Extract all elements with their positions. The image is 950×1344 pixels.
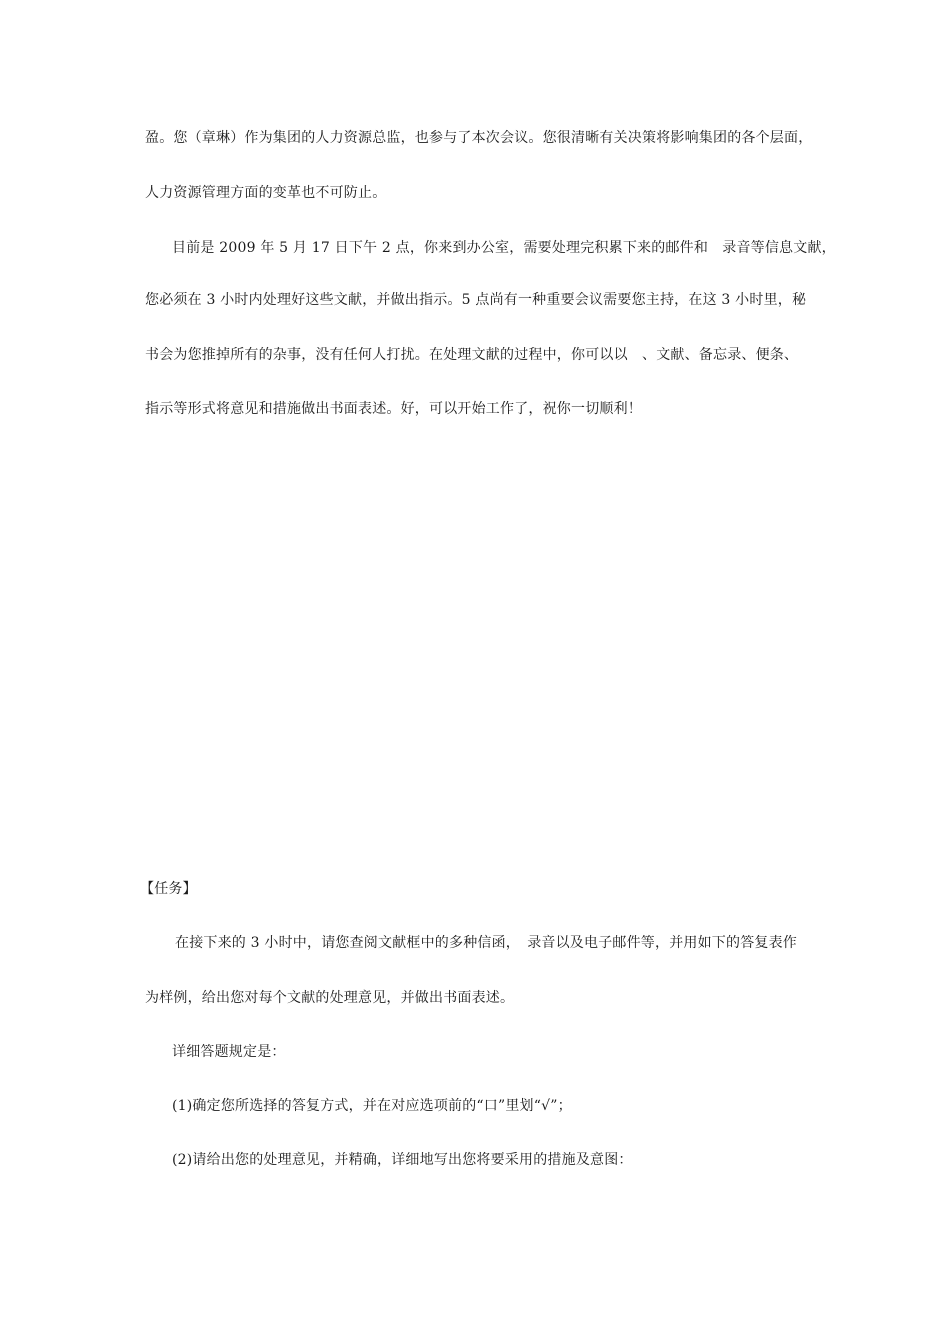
rule-1: (1)确定您所选择的答复方式，并在对应选项前的“口”里划“√”； bbox=[172, 1098, 572, 1114]
task-line2: 为样例，给出您对每个文献的处理意见，并做出书面表述。 bbox=[145, 990, 515, 1006]
rules-intro: 详细答题规定是： bbox=[172, 1044, 286, 1060]
paragraph1-line2: 人力资源管理方面的变革也不可防止。 bbox=[145, 185, 387, 201]
paragraph1-line1: 盈。您（章琳）作为集团的人力资源总监，也参与了本次会议。您很清晰有关决策将影响集团的各个层面， bbox=[145, 130, 813, 146]
paragraph2-line1: 目前是 2009 年 5 月 17 日下午 2 点，你来到办公室，需要处理完积累下来的邮件和 录音等信息文献， bbox=[172, 240, 836, 256]
task-line1: 在接下来的 3 小时中，请您查阅文献框中的多种信函， 录音以及电子邮件等，并用如下的答复表作 bbox=[175, 935, 798, 951]
paragraph2-line2: 您必须在 3 小时内处理好这些文献，并做出指示。5 点尚有一种重要会议需要您主持，在这 3 小时里，秘 bbox=[145, 292, 807, 308]
paragraph2-line3: 书会为您推掉所有的杂事，没有任何人打扰。在处理文献的过程中，你可以以 、文献、备忘录、便条、 bbox=[145, 347, 799, 363]
rule-2: (2)请给出您的处理意见，并精确，详细地写出您将要采用的措施及意图： bbox=[172, 1152, 633, 1168]
task-heading: 【任务】 bbox=[140, 881, 197, 897]
paragraph2-line4: 指示等形式将意见和措施做出书面表述。好，可以开始工作了，祝你一切顺利！ bbox=[145, 401, 642, 417]
